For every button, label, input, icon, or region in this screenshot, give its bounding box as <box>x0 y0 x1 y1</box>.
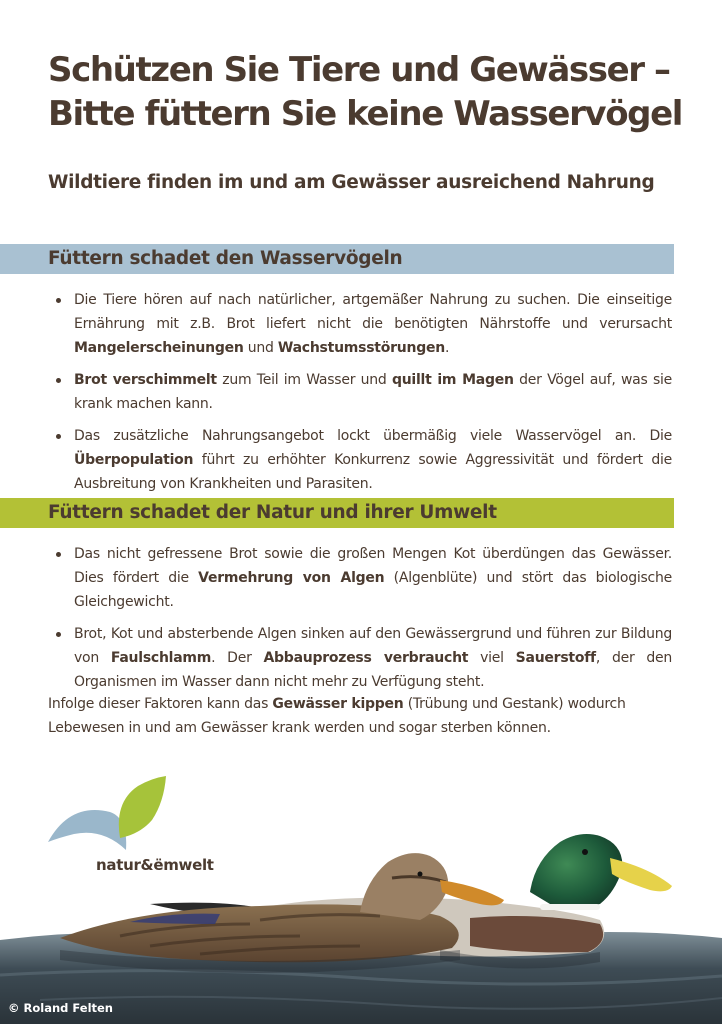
page-title <box>48 48 688 136</box>
list-item: Brot verschimmelt zum Teil im Wasser und quillt im Magen der Vögel auf, was sie krank machen kann. <box>50 368 672 416</box>
title-line-1: Schützen Sie Tiere und Gewässer – <box>48 50 670 90</box>
logo-text: natur&ëmwelt <box>96 856 214 874</box>
section-2-heading: Füttern schadet der Natur und ihrer Umwelt <box>0 498 674 528</box>
list-item: Das nicht gefressene Brot sowie die großen Mengen Kot überdüngen das Gewässer. Dies fördert die Vermehrung von Algen (Algenblüte) und stört das biologische Gleichgewicht. <box>50 542 672 614</box>
section-2-list <box>50 542 672 702</box>
title-line-2: Bitte füttern Sie keine Wasservögel <box>48 94 683 134</box>
list-item: Die Tiere hören auf nach natürlicher, artgemäßer Nahrung zu suchen. Die einseitige Ernährung mit z.B. Brot liefert nicht die benötigten Nährstoffe und verursacht Mangelerscheinungen und Wachstumsstörungen. <box>50 288 672 360</box>
photo-copyright: © Roland Felten <box>8 1001 113 1015</box>
page-subtitle: Wildtiere finden im und am Gewässer ausreichend Nahrung <box>48 172 655 193</box>
list-item: Brot, Kot und absterbende Algen sinken auf den Gewässergrund und führen zur Bildung von Faulschlamm. Der Abbauprozess verbraucht viel Sauerstoff, der den Organismen im Wasser dann nicht mehr zu Verfügung steht. <box>50 622 672 694</box>
list-item: Das zusätzliche Nahrungsangebot lockt übermäßig viele Wasservögel an. Die Überpopulation führt zu erhöhter Konkurrenz sowie Aggressivität und fördert die Ausbreitung von Krankheiten und Parasiten. <box>50 424 672 496</box>
section-1-heading: Füttern schadet den Wasservögeln <box>0 244 674 274</box>
closing-paragraph: Infolge dieser Faktoren kann das Gewässer kippen (Trübung und Gestank) wodurch Lebewesen in und am Gewässer krank werden und sogar sterben können. <box>48 696 626 736</box>
section-1-list <box>50 288 672 504</box>
